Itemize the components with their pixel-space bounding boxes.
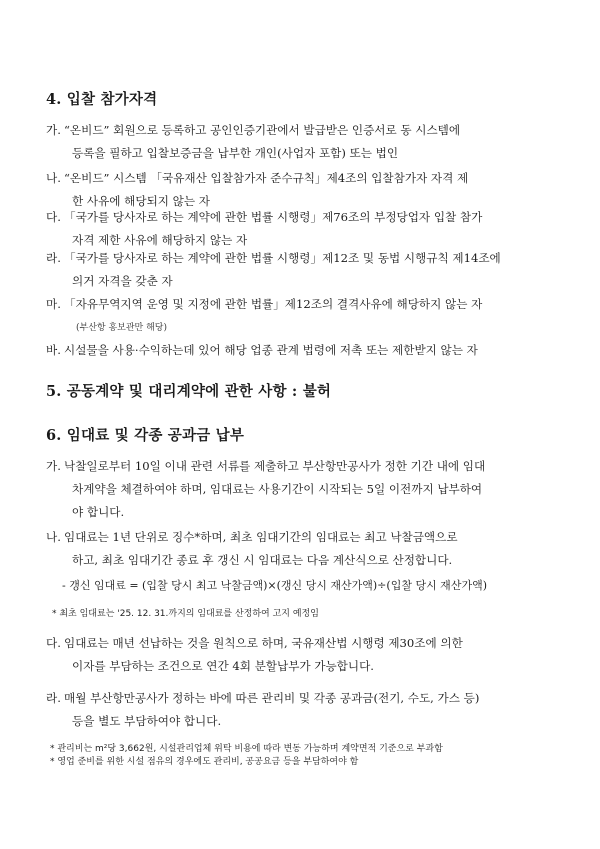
item-line: 의거 자격을 갖춘 자 [72,274,173,288]
item-line: “온비드” 회원으로 등록하고 공인인증기관에서 발급받은 인증서로 동 시스템에 [64,123,461,137]
item-line: 야 합니다. [72,505,125,519]
item-line: 하고, 최초 임대기간 종료 후 갱신 시 임대료는 다음 계산식으로 산정합니다. [72,553,453,567]
item-line: “온비드” 시스템 「국유재산 입찰참가자 준수규칙」제4조의 입찰참가자 자격 제 [64,171,469,185]
item-marker: 다. [46,210,61,224]
item-line: 시설물을 사용·수익하는데 있어 해당 업종 관계 법령에 저촉 또는 제한받지 않는 자 [64,343,478,357]
item-line: 임대료는 매년 선납하는 것을 원칙으로 하며, 국유재산법 시행령 제30조에 의한 [64,636,463,650]
item-marker: 가. [46,123,61,137]
section-4-title: 4. 입찰 참가자격 [46,91,158,108]
item-marker: 라. [46,251,61,265]
item-line: 「국가를 당사자로 하는 계약에 관한 법률 시행령」제12조 및 동법 시행규칙 제14조에 [64,251,501,265]
item-line: 한 사유에 해당되지 않는 자 [72,194,210,208]
section-4-item-ma-note: (부산항 홍보관만 해당) [76,323,167,333]
item-marker: 라. [46,691,61,705]
item-marker: 가. [46,459,61,473]
item-line: 낙찰일로부터 10일 이내 관련 서류를 제출하고 부산항만공사가 정한 기간 내에 임대 [64,459,486,473]
section-6-title: 6. 임대료 및 각종 공과금 납부 [46,427,245,444]
item-line: 임대료는 1년 단위로 징수*하며, 최초 임대기간의 임대료는 최고 낙찰금액으로 [64,530,458,544]
item-marker: 바. [46,343,61,357]
item-marker: 마. [46,297,61,311]
item-marker: 나. [46,530,61,544]
item-line: 「국가를 당사자로 하는 계약에 관한 법률 시행령」제76조의 부정당업자 입찰 참가 [64,210,483,224]
item-line: 차계약을 체결하여야 하며, 임대료는 사용기간이 시작되는 5일 이전까지 납부하여 [72,482,483,496]
section-5-title: 5. 공동계약 및 대리계약에 관한 사항 : 불허 [46,383,332,400]
item-marker: 다. [46,636,61,650]
item-line: 등록을 필하고 입찰보증금을 납부한 개인(사업자 포함) 또는 법인 [72,146,399,160]
footnote-management-fee: * 관리비는 m²당 3,662원, 시설관리업체 위탁 비용에 따라 변동 가능하며 계약면적 기준으로 부과함 [50,744,443,754]
footnote-occupancy: * 영업 준비를 위한 시설 점유의 경우에도 관리비, 공공요금 등을 부담하여야 함 [50,757,359,767]
item-line: 자격 제한 사유에 해당하지 않는 자 [72,233,248,247]
renewal-rent-formula: - 갱신 임대료 = (입찰 당시 최고 낙찰금액)×(갱신 당시 재산가액)÷(입찰 당시 재산가액) [62,579,487,592]
item-line: 이자를 부담하는 조건으로 연간 4회 분할납부가 가능합니다. [72,659,374,673]
item-line: 「자유무역지역 운영 및 지정에 관한 법률」제12조의 결격사유에 해당하지 않는 자 [64,297,483,311]
item-marker: 나. [46,171,61,185]
item-line: 등을 별도 부담하여야 합니다. [72,714,222,728]
item-line: 매월 부산항만공사가 정하는 바에 따른 관리비 및 각종 공과금(전기, 수도, 가스 등) [64,691,480,705]
initial-rent-note: * 최초 임대료는 '25. 12. 31.까지의 임대료를 산정하여 고지 예정임 [52,609,319,619]
